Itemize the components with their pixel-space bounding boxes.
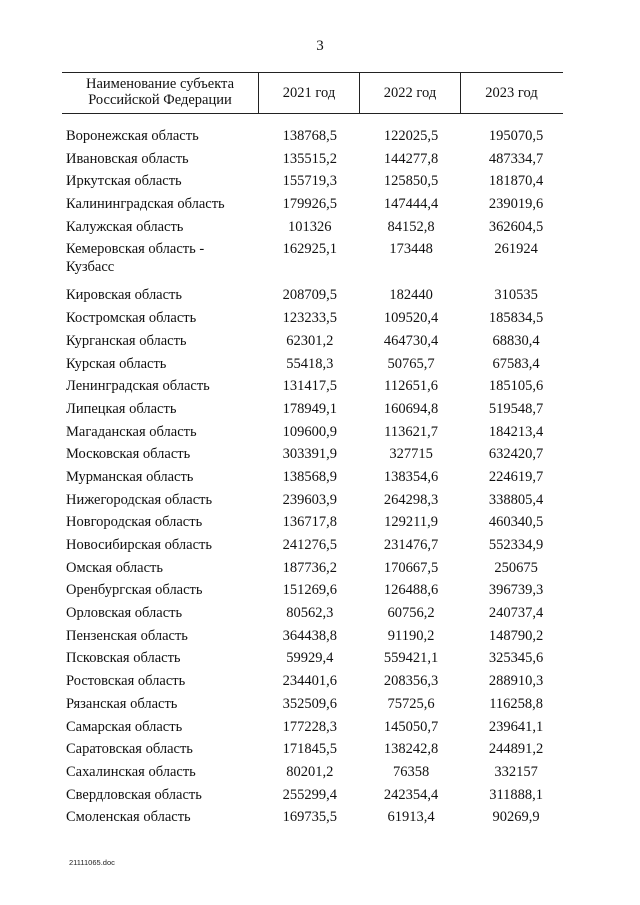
value-2021: 101326 [288, 218, 332, 235]
value-2021: 364438,8 [282, 627, 337, 644]
region-name-text: Новгородская область [66, 514, 203, 531]
region-name [62, 649, 267, 667]
table-row [62, 375, 563, 398]
table-row [62, 125, 563, 148]
value-2023: 250675 [494, 559, 538, 576]
table-row [62, 489, 563, 512]
value-2023: 632420,7 [488, 446, 544, 463]
value-2023: 184213,4 [488, 423, 544, 440]
value-2021: 80562,3 [286, 605, 334, 622]
region-name-text: Свердловская область [66, 786, 202, 803]
region-name [62, 150, 267, 168]
region-name-text: Псковская область [66, 650, 181, 667]
table-row [62, 238, 563, 284]
subsidy-table [62, 72, 563, 829]
value-2021: 62301,2 [286, 332, 334, 349]
region-name [62, 195, 267, 213]
value-2023: 288910,3 [488, 673, 544, 690]
table-row [62, 216, 563, 239]
table-row [62, 170, 563, 193]
value-2021: 138568,9 [282, 468, 337, 485]
value-2023: 487334,7 [488, 150, 544, 167]
region-name-text: Ивановская область [66, 150, 189, 167]
region-name [62, 581, 267, 599]
value-2021: 303391,9 [282, 446, 337, 463]
value-2022: 60756,2 [387, 605, 435, 622]
value-2023: 239019,6 [488, 196, 544, 213]
value-2023: 224619,7 [488, 468, 544, 485]
region-name [62, 127, 267, 145]
value-2023: 244891,2 [488, 741, 544, 758]
region-name [62, 604, 267, 622]
value-2023: 396739,3 [488, 582, 544, 599]
value-2023: 116258,8 [489, 695, 544, 712]
value-2023: 552334,9 [488, 537, 544, 553]
table-row [62, 579, 563, 602]
value-2022: 138242,8 [383, 741, 439, 758]
region-name-text: Оренбургская область [66, 582, 203, 599]
value-2021: 177228,3 [282, 718, 337, 735]
table-header [62, 72, 563, 114]
value-2022: 173448 [389, 241, 433, 258]
region-name-text: Магаданская область [66, 423, 197, 440]
value-2023: 311888,1 [489, 786, 544, 803]
value-2022: 147444,4 [383, 196, 439, 213]
region-name [62, 445, 267, 463]
value-2022: 559421,1 [383, 650, 439, 667]
document-filename: 21111065.doc [69, 858, 115, 867]
region-name-text: Воронежская область [66, 128, 199, 144]
region-name [62, 400, 267, 418]
region-name [62, 286, 267, 304]
region-name [62, 536, 267, 554]
value-2021: 179926,5 [282, 196, 337, 213]
value-2022: 464730,4 [383, 332, 439, 349]
value-2022: 160694,8 [383, 400, 439, 417]
value-2022: 50765,7 [387, 355, 435, 372]
value-2023: 67583,4 [492, 355, 540, 372]
table-row [62, 443, 563, 466]
value-2022: 112651,6 [384, 378, 438, 395]
table-row [62, 602, 563, 625]
value-2022: 91190,2 [387, 627, 435, 644]
table-row [62, 148, 563, 171]
value-2023: 460340,5 [488, 514, 544, 531]
region-name [62, 513, 267, 531]
table-row [62, 466, 563, 489]
header-name-line1: Наименование субъекта [85, 76, 235, 92]
value-2023: 90269,9 [492, 809, 540, 826]
value-2021: 241276,5 [282, 537, 337, 553]
table-row [62, 193, 563, 216]
value-2021: 59929,4 [286, 650, 334, 667]
value-2021: 109600,9 [282, 423, 337, 440]
value-2022: 113621,7 [384, 423, 438, 440]
value-2022: 122025,5 [383, 128, 439, 144]
region-name-text: Мурманская область [66, 468, 194, 485]
region-name [62, 740, 267, 758]
table-row [62, 353, 563, 376]
region-name-text: Пензенская область [66, 627, 188, 644]
table-row [62, 670, 563, 693]
value-2021: 171845,5 [282, 741, 337, 758]
value-2021: 55418,3 [286, 355, 334, 372]
value-2021: 131417,5 [282, 378, 337, 395]
region-name [62, 240, 267, 276]
value-2021: 138768,5 [282, 128, 337, 144]
value-2023: 519548,7 [488, 400, 544, 417]
value-2023: 239641,1 [488, 718, 544, 735]
table-row [62, 398, 563, 421]
header-year-2023: 2023 год [460, 73, 562, 113]
value-2022: 327715 [389, 446, 433, 463]
header-year-2022: 2022 год [359, 73, 460, 113]
value-2021: 155719,3 [282, 173, 337, 190]
region-name-text: Самарская область [66, 718, 183, 735]
value-2022: 109520,4 [383, 310, 439, 327]
value-2022: 231476,7 [383, 537, 439, 553]
header-region-name [62, 73, 258, 113]
table-row [62, 284, 563, 307]
value-2022: 170667,5 [383, 559, 439, 576]
region-name-text: Сахалинская область [66, 763, 196, 780]
region-name-text: Калининградская область [66, 196, 225, 213]
table-row [62, 421, 563, 444]
region-name-text: Калужская область [66, 218, 184, 235]
region-name [62, 218, 267, 236]
region-name-text: Новосибирская область [66, 537, 212, 553]
value-2022: 138354,6 [383, 468, 439, 485]
region-name [62, 627, 267, 645]
value-2022: 84152,8 [387, 218, 435, 235]
region-name-text: Костромская область [66, 310, 197, 327]
region-name [62, 172, 267, 190]
value-2023: 195070,5 [488, 128, 544, 144]
region-name [62, 786, 267, 804]
region-name [62, 808, 267, 826]
value-2022: 125850,5 [383, 173, 439, 190]
value-2021: 80201,2 [286, 763, 334, 780]
header-year-2021: 2021 год [258, 73, 359, 113]
value-2021: 352509,6 [282, 695, 337, 712]
value-2023: 68830,4 [492, 332, 540, 349]
value-2022: 144277,8 [383, 150, 439, 167]
region-name [62, 491, 267, 509]
region-name-text: Рязанская область [66, 695, 178, 712]
table-row [62, 761, 563, 784]
table-row [62, 738, 563, 761]
region-name [62, 672, 267, 690]
region-name [62, 718, 267, 736]
value-2022: 145050,7 [383, 718, 439, 735]
region-name-continuation: Кузбасс [66, 259, 115, 276]
value-2023: 325345,6 [488, 650, 544, 667]
region-name [62, 332, 267, 350]
region-name-text: Курская область [66, 355, 167, 372]
value-2021: 178949,1 [282, 400, 337, 417]
table-row [62, 625, 563, 648]
value-2022: 61913,4 [387, 809, 435, 826]
value-2021: 135515,2 [282, 150, 337, 167]
value-2023: 338805,4 [488, 491, 544, 508]
value-2022: 129211,9 [384, 514, 438, 531]
value-2023: 185105,6 [488, 378, 544, 395]
value-2021: 255299,4 [282, 786, 337, 803]
value-2022: 182440 [389, 287, 433, 304]
page-number: 3 [316, 38, 324, 54]
value-2021: 151269,6 [282, 582, 337, 599]
value-2023: 181870,4 [488, 173, 544, 190]
table-row [62, 806, 563, 829]
value-2023: 261924 [494, 241, 538, 258]
value-2021: 239603,9 [282, 491, 337, 508]
value-2022: 242354,4 [383, 786, 439, 803]
region-name-text: Иркутская область [66, 173, 182, 190]
region-name [62, 309, 267, 327]
table-row [62, 784, 563, 807]
value-2022: 264298,3 [383, 491, 439, 508]
value-2021: 162925,1 [282, 241, 337, 258]
value-2022: 208356,3 [383, 673, 439, 690]
value-2023: 185834,5 [488, 310, 544, 327]
region-name-text: Орловская область [66, 605, 183, 622]
region-name [62, 763, 267, 781]
region-name [62, 559, 267, 577]
region-name [62, 423, 267, 441]
region-name [62, 695, 267, 713]
value-2021: 136717,8 [282, 514, 337, 531]
region-name-text: Липецкая область [66, 400, 177, 417]
value-2022: 75725,6 [387, 695, 435, 712]
value-2023: 362604,5 [488, 218, 544, 235]
table-row [62, 716, 563, 739]
region-name-text: Саратовская область [66, 741, 193, 758]
region-name-text: Омская область [66, 559, 163, 576]
region-name-text: Ленинградская область [66, 378, 210, 395]
region-name-text: Нижегородская область [66, 491, 213, 508]
table-row [62, 307, 563, 330]
value-2021: 123233,5 [282, 310, 337, 327]
value-2022: 76358 [392, 763, 430, 780]
value-2022: 126488,6 [383, 582, 439, 599]
table-row [62, 647, 563, 670]
table-row [62, 330, 563, 353]
value-2023: 240737,4 [488, 605, 544, 622]
region-name-text: Московская область [66, 446, 191, 463]
value-2023: 148790,2 [488, 627, 544, 644]
region-name-text: Курганская область [66, 332, 187, 349]
table-body [62, 125, 563, 829]
value-2021: 234401,6 [282, 673, 337, 690]
table-row [62, 557, 563, 580]
table-row [62, 693, 563, 716]
value-2023: 310535 [494, 287, 538, 304]
region-name-text: Смоленская область [66, 809, 191, 826]
region-name [62, 468, 267, 486]
region-name-text: Кемеровская область - [66, 241, 205, 258]
header-name-line2: Российской Федерации [88, 92, 232, 108]
value-2021: 169735,5 [282, 809, 337, 826]
region-name-text: Ростовская область [66, 673, 186, 690]
region-name [62, 355, 267, 373]
value-2021: 208709,5 [282, 287, 337, 304]
region-name [62, 377, 267, 395]
value-2023: 332157 [494, 763, 538, 780]
table-row [62, 534, 563, 557]
value-2021: 187736,2 [282, 559, 337, 576]
region-name-text: Кировская область [66, 287, 183, 304]
table-row [62, 511, 563, 534]
